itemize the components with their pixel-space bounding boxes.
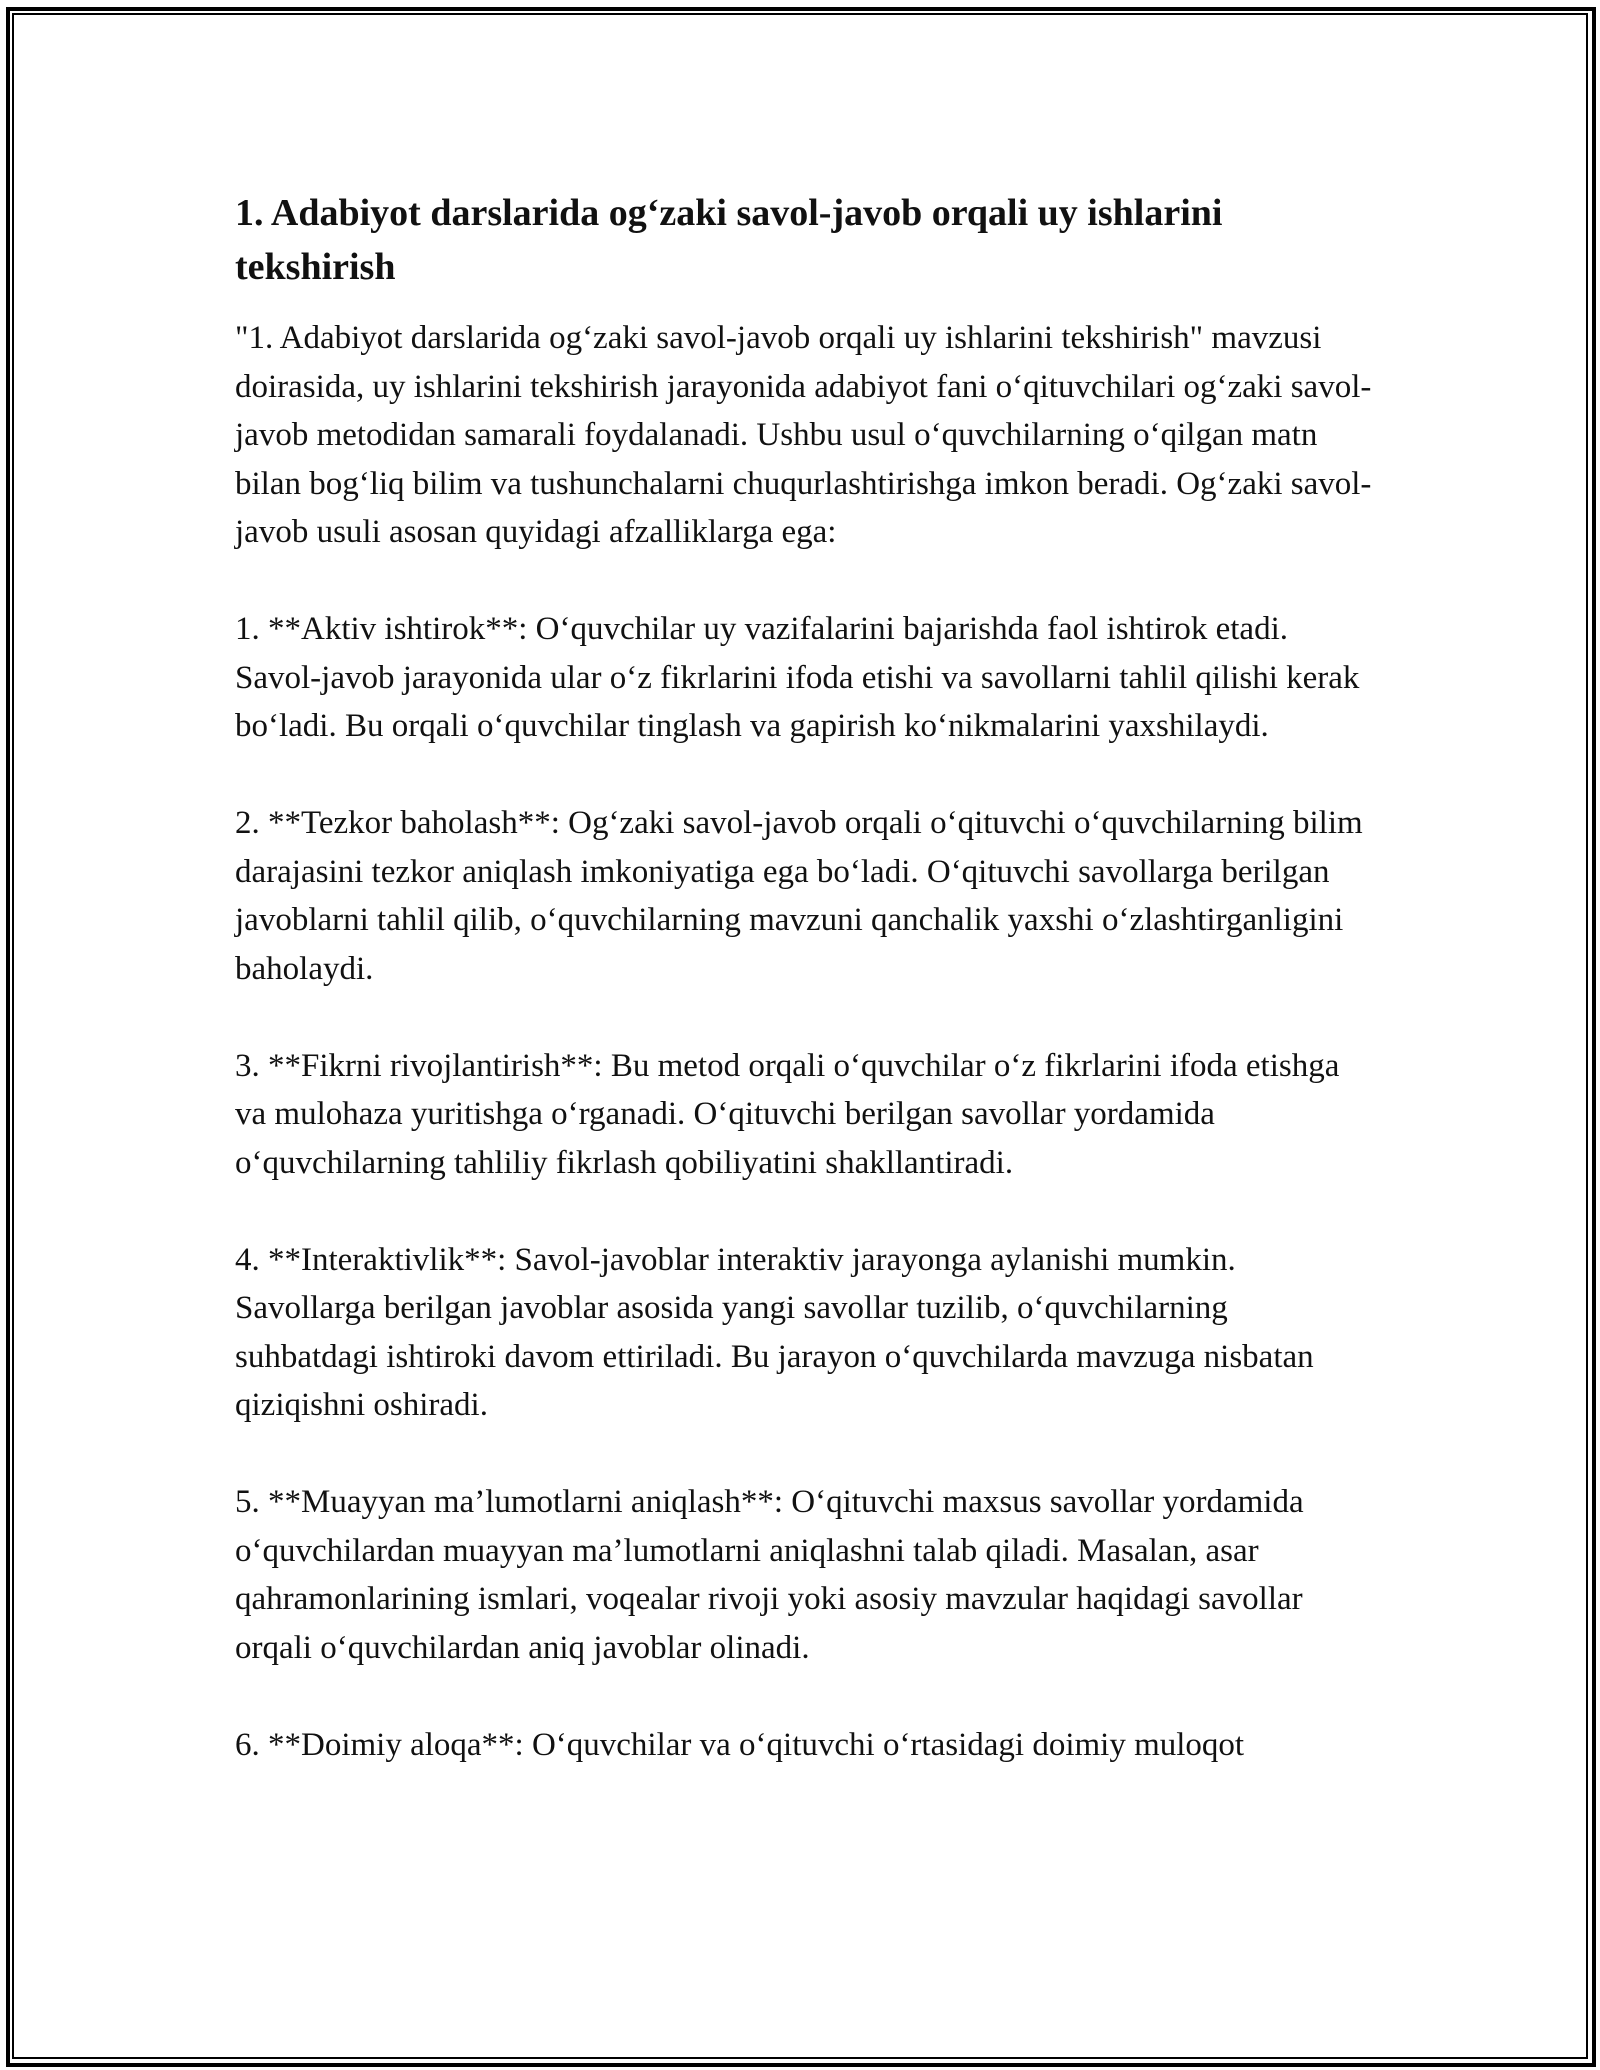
list-item-fikrni-rivojlantirish: 3. **Fikrni rivojlantirish**: Bu metod orqali o‘quvchilar o‘z fikrlarini ifoda etishga va mulohaza yuritishga o‘rganadi. O‘qituvchi berilgan savollar yordamida o‘quvchilarning tahliliy fikrlash qobiliyatini shakllantiradi. <box>235 1047 1340 1181</box>
list-item-malumotlarni-aniqlash: 5. **Muayyan ma’lumotlarni aniqlash**: O‘qituvchi maxsus savollar yordamida o‘quvchilardan muayyan ma’lumotlarni aniqlashni talab qiladi. Masalan, asar qahramonlarining ismlari, voqealar rivoji yoki asosiy mavzular haqidagi savollar orqali o‘quvchilardan aniq javoblar olinadi. <box>235 1484 1304 1666</box>
document-body <box>235 186 1375 1818</box>
list-item-tezkor-baholash: 2. **Tezkor baholash**: Og‘zaki savol-javob orqali o‘qituvchi o‘quvchilarning bilim darajasini tezkor aniqlash imkoniyatiga ega bo‘ladi. O‘qituvchi savollarga berilgan javoblarni tahlil qilib, o‘quvchilarning mavzuni qanchalik yaxshi o‘zlashtirganligini baholaydi. <box>235 805 1363 987</box>
list-item-aktiv-ishtirok: 1. **Aktiv ishtirok**: O‘quvchilar uy vazifalarini bajarishda faol ishtirok etadi. Savol-javob jarayonida ular o‘z fikrlarini ifoda etishi va savollarni tahlil qilishi kerak bo‘ladi. Bu orqali o‘quvchilar tinglash va gapirish ko‘nikmalarini yaxshilaydi. <box>235 611 1360 744</box>
intro-paragraph: "1. Adabiyot darslarida og‘zaki savol-javob orqali uy ishlarini tekshirish" mavzusi doirasida, uy ishlarini tekshirish jarayonida adabiyot fani o‘qituvchilari og‘zaki savol-javob metodidan samarali foydalanadi. Ushbu usul o‘quvchilarning o‘qilgan matn bilan bog‘liq bilim va tushunchalarni chuqurlashtirishga imkon beradi. Og‘zaki savol-javob usuli asosan quyidagi afzalliklarga ega: <box>235 320 1372 550</box>
list-item-doimiy-aloqa: 6. **Doimiy aloqa**: O‘quvchilar va o‘qituvchi o‘rtasidagi doimiy muloqot <box>235 1726 1245 1763</box>
document-title: 1. Adabiyot darslarida og‘zaki savol-javob orqali uy ishlarini tekshirish <box>235 192 1223 288</box>
list-item-interaktivlik: 4. **Interaktivlik**: Savol-javoblar interaktiv jarayonga aylanishi mumkin. Savollarga berilgan javoblar asosida yangi savollar tuzilib, o‘quvchilarning suhbatdagi ishtiroki davom ettiriladi. Bu jarayon o‘quvchilarda mavzuga nisbatan qiziqishni oshiradi. <box>235 1241 1314 1423</box>
